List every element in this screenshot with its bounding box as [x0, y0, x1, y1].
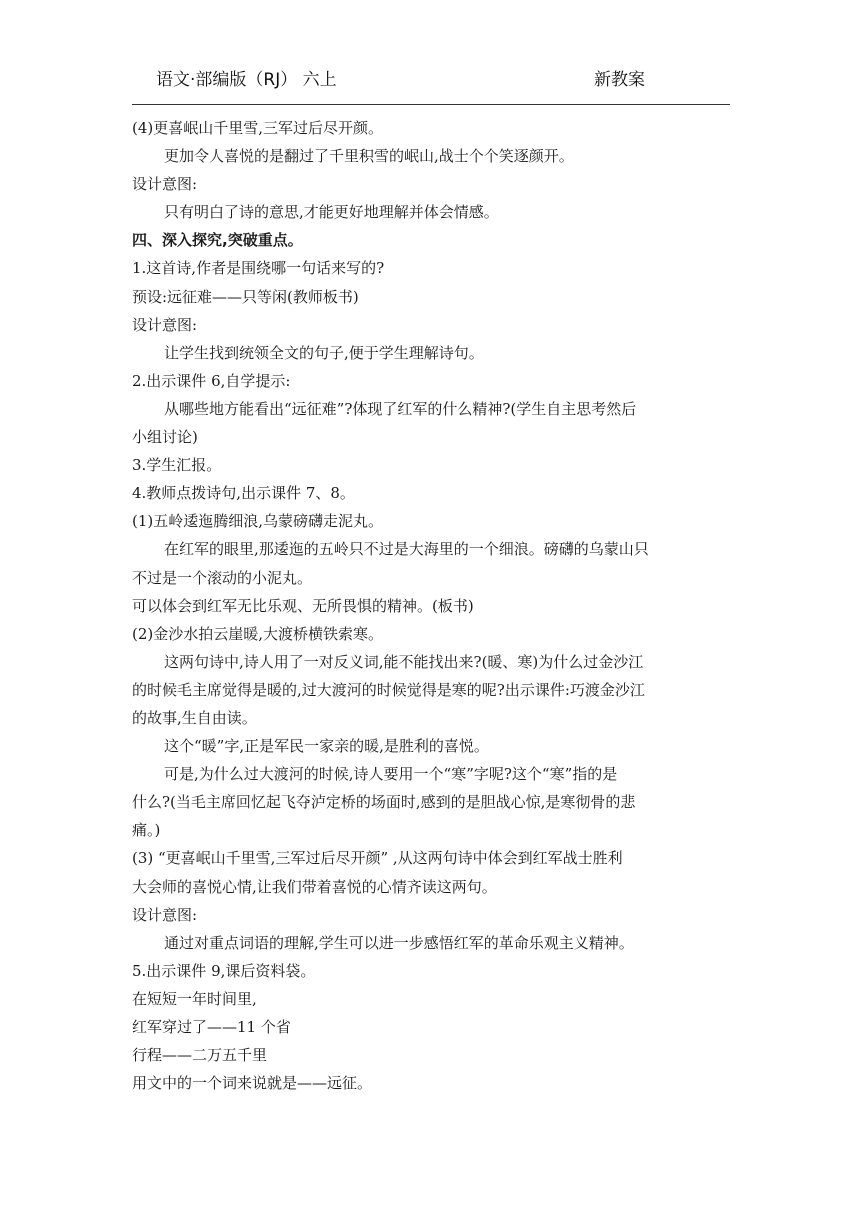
page-header — [132, 64, 730, 105]
paragraph-line: 不过是一个滚动的小泥丸。 — [132, 568, 313, 587]
paragraph-line: 通过对重点词语的理解,学生可以进一步感悟红军的革命乐观主义精神。 — [164, 933, 634, 952]
paragraph-line: 可以体会到红军无比乐观、无所畏惧的精神。(板书) — [132, 596, 474, 615]
paragraph-line: 用文中的一个词来说就是——远征。 — [132, 1074, 373, 1093]
paragraph-line: 的时候毛主席觉得是暖的,过大渡河的时候觉得是寒的呢?出示课件:巧渡金沙江 — [132, 680, 645, 699]
poem-line-1: (1)五岭逶迤腾细浪,乌蒙磅礴走泥丸。 — [132, 512, 384, 531]
paragraph-line: 从哪些地方能看出“远征难”?体现了红军的什么精神?(学生自主思考然后 — [164, 399, 637, 418]
design-intent-label: 设计意图: — [132, 905, 198, 924]
preset-line: 预设:远征难——只等闲(教师板书) — [132, 287, 359, 306]
paragraph-line: 小组讨论) — [132, 428, 198, 447]
step-line: 5.出示课件 9,课后资料袋。 — [132, 961, 316, 980]
design-intent-label: 设计意图: — [132, 175, 198, 194]
design-intent-label: 设计意图: — [132, 315, 198, 334]
paragraph-line: 红军穿过了——11 个省 — [132, 1018, 291, 1036]
paragraph-line: 大会师的喜悦心情,让我们带着喜悦的心情齐读这两句。 — [132, 877, 497, 896]
paragraph-line: 只有明白了诗的意思,才能更好地理解并体会情感。 — [164, 203, 499, 222]
step-line: 2.出示课件 6,自学提示: — [132, 371, 291, 390]
paragraph-line: 什么?(当毛主席回忆起飞夺泸定桥的场面时,感到的是胆战心惊,是寒彻骨的悲 — [132, 793, 636, 812]
paragraph-line: 的故事,生自由读。 — [132, 708, 257, 727]
paragraph-line: 更加令人喜悦的是翻过了千里积雪的岷山,战士个个笑逐颜开。 — [164, 147, 574, 166]
paragraph-line: 痛。) — [132, 821, 161, 840]
paragraph-line: 在红军的眼里,那逶迤的五岭只不过是大海里的一个细浪。磅礴的乌蒙山只 — [164, 540, 649, 559]
step-line: 3.学生汇报。 — [132, 456, 222, 475]
poem-line-3: (3) “更喜岷山千里雪,三军过后尽开颜” ,从这两句诗中体会到红军战士胜利 — [132, 849, 623, 868]
header-subject: 语文·部编版（RJ） 六上 — [156, 70, 337, 90]
header-doc-type: 新教案 — [594, 70, 645, 90]
paragraph-line: 可是,为什么过大渡河的时候,诗人要用一个“寒”字呢?这个“寒”指的是 — [164, 765, 618, 784]
paragraph-line: 这两句诗中,诗人用了一对反义词,能不能找出来?(暖、寒)为什么过金沙江 — [164, 652, 644, 671]
paragraph-line: 让学生找到统领全文的句子,便于学生理解诗句。 — [164, 343, 484, 362]
paragraph-line: 在短短一年时间里, — [132, 989, 257, 1008]
document-body — [132, 114, 732, 1097]
step-line: 4.教师点拨诗句,出示课件 7、8。 — [132, 484, 355, 503]
question-line: 1.这首诗,作者是围绕哪一句话来写的? — [132, 259, 385, 278]
poem-line-2: (2)金沙水拍云崖暖,大渡桥横铁索寒。 — [132, 624, 384, 643]
section-heading: 四、深入探究,突破重点。 — [132, 231, 303, 250]
poem-line-4: (4)更喜岷山千里雪,三军过后尽开颜。 — [132, 119, 384, 137]
paragraph-line: 这个“暖”字,正是军民一家亲的暖,是胜利的喜悦。 — [164, 737, 489, 756]
paragraph-line: 行程——二万五千里 — [132, 1046, 268, 1065]
